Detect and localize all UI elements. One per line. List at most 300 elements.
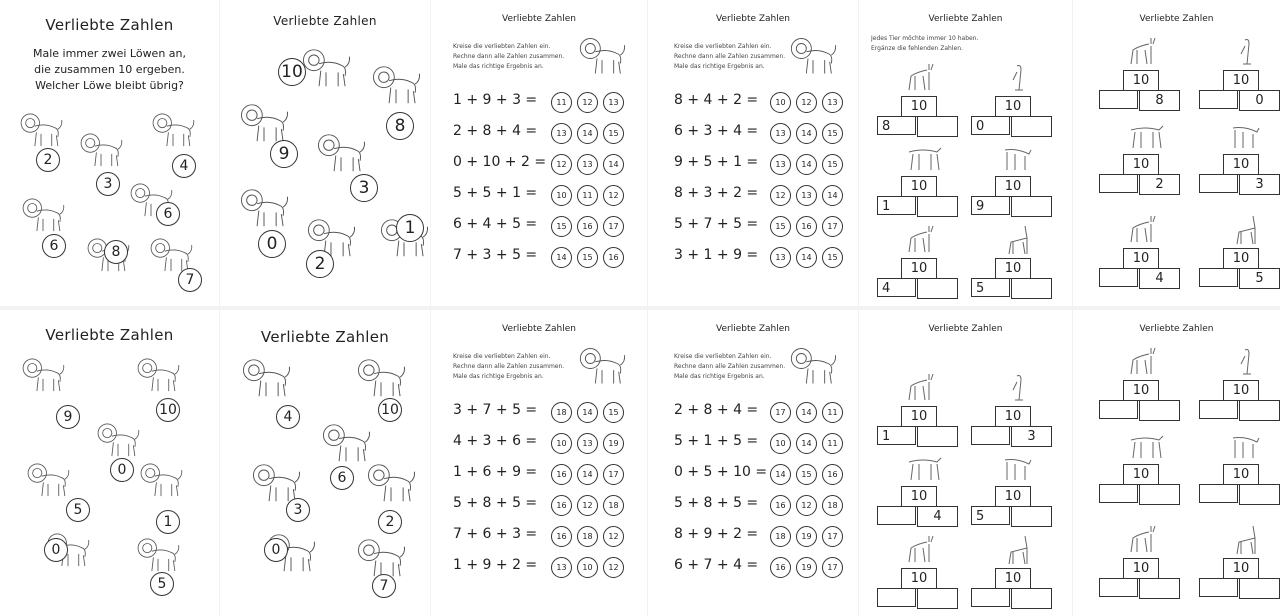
lion-number-badge: 2	[36, 148, 60, 172]
pyramid-right-cell[interactable]	[1239, 578, 1280, 599]
lion-figure	[577, 34, 627, 82]
equation-row	[674, 557, 858, 577]
pyramid-top-cell: 10	[1223, 248, 1259, 269]
answer-option[interactable]: 12	[770, 185, 791, 206]
pyramid-top-cell: 10	[901, 406, 937, 427]
equation-row	[674, 123, 858, 143]
pyramid-right-cell[interactable]: 4	[1139, 268, 1180, 289]
number-pyramid	[877, 486, 957, 530]
equation-row	[453, 557, 647, 577]
animal-figure	[1225, 36, 1269, 72]
answer-option[interactable]: 13	[822, 92, 843, 113]
pyramid-top-cell: 10	[995, 258, 1031, 279]
pyramid-top-cell: 10	[1123, 154, 1159, 175]
answer-option[interactable]: 13	[577, 433, 598, 454]
pyramid-right-cell[interactable]	[1239, 484, 1280, 505]
lion-number-badge: 10	[156, 398, 180, 422]
equation-row	[674, 185, 858, 205]
equation-text: 5 + 1 + 5 =	[674, 433, 759, 449]
pyramid-left-cell[interactable]	[877, 588, 916, 607]
instruction-line: Welcher Löwe bleibt übrig?	[35, 79, 184, 92]
animal-figure	[1225, 120, 1269, 156]
answer-option[interactable]: 14	[796, 247, 817, 268]
pyramid-right-cell[interactable]	[1011, 588, 1052, 609]
answer-option[interactable]: 14	[796, 154, 817, 175]
animal-figure	[1125, 346, 1169, 382]
pyramid-right-cell[interactable]: 5	[1239, 268, 1280, 289]
lion-number-badge: 3	[286, 498, 310, 522]
animal-figure	[997, 224, 1041, 260]
pyramid-left-cell[interactable]	[1099, 484, 1138, 503]
gazelle-icon	[903, 534, 947, 566]
answer-option[interactable]: 15	[822, 123, 843, 144]
pyramid-top-cell: 10	[901, 258, 937, 279]
answer-option[interactable]: 12	[577, 92, 598, 113]
number-pyramid	[877, 176, 957, 220]
equation-text: 6 + 3 + 4 =	[674, 123, 759, 139]
answer-option[interactable]: 17	[822, 526, 843, 547]
lion-icon	[238, 185, 290, 231]
meerkat-icon	[997, 62, 1041, 94]
equation-text: 1 + 9 + 3 =	[453, 92, 538, 108]
answer-option[interactable]: 15	[770, 216, 791, 237]
animal-figure	[903, 534, 947, 570]
lion-icon	[20, 195, 66, 235]
equation-row	[453, 185, 647, 205]
lion-figure	[788, 34, 838, 82]
animal-figure	[997, 372, 1041, 408]
answer-option[interactable]: 11	[822, 433, 843, 454]
equation-text: 6 + 7 + 4 =	[674, 557, 759, 573]
giraffe-icon	[997, 224, 1041, 256]
instruction-line: Kreise die verliebten Zahlen ein.	[674, 353, 772, 360]
equation-row	[674, 402, 858, 422]
lion-figure	[315, 130, 367, 180]
worksheet-page	[431, 0, 647, 306]
pyramid-right-cell[interactable]	[917, 116, 958, 137]
equation-text: 7 + 6 + 3 =	[453, 526, 538, 542]
pyramid-right-cell[interactable]: 4	[917, 506, 958, 527]
pyramid-right-cell[interactable]	[917, 426, 958, 447]
instruction-line: Rechne dann alle Zahlen zusammen.	[674, 363, 786, 370]
answer-option[interactable]: 11	[577, 185, 598, 206]
animal-figure	[903, 372, 947, 408]
number-pyramid	[1199, 558, 1279, 602]
answer-option[interactable]: 14	[603, 154, 624, 175]
page-title: Verliebte Zahlen	[928, 324, 1003, 334]
lion-figure	[18, 110, 64, 154]
pyramid-left-cell[interactable]: 5	[971, 506, 1010, 525]
answer-option[interactable]: 14	[796, 402, 817, 423]
answer-option[interactable]: 10	[577, 557, 598, 578]
answer-option[interactable]: 14	[577, 123, 598, 144]
answer-option[interactable]: 14	[822, 185, 843, 206]
pyramid-right-cell[interactable]	[917, 278, 958, 299]
answer-option[interactable]: 18	[603, 495, 624, 516]
giraffe-icon	[997, 534, 1041, 566]
lion-icon	[788, 344, 838, 388]
pyramid-left-cell[interactable]	[1199, 484, 1238, 503]
answer-option[interactable]: 18	[770, 526, 791, 547]
answer-option[interactable]: 16	[822, 464, 843, 485]
lion-figure	[78, 130, 124, 174]
pyramid-top-cell: 10	[1223, 558, 1259, 579]
page-title: Verliebte Zahlen	[502, 14, 576, 24]
lion-icon	[577, 344, 627, 388]
lion-figure	[300, 45, 352, 95]
pyramid-right-cell[interactable]: 2	[1139, 174, 1180, 195]
answer-option[interactable]: 16	[551, 464, 572, 485]
answer-option[interactable]: 17	[770, 402, 791, 423]
answer-option[interactable]: 13	[577, 154, 598, 175]
pyramid-left-cell[interactable]: 0	[971, 116, 1010, 135]
instruction-line: Kreise die verliebten Zahlen ein.	[453, 43, 551, 50]
equation-text: 8 + 9 + 2 =	[674, 526, 759, 542]
pyramid-left-cell[interactable]	[1199, 90, 1238, 109]
equation-row	[453, 433, 647, 453]
answer-option[interactable]: 16	[770, 557, 791, 578]
answer-option[interactable]: 15	[551, 216, 572, 237]
lion-number-badge: 5	[150, 572, 174, 596]
cheetah-icon	[903, 452, 947, 484]
lion-number-badge: 6	[156, 202, 180, 226]
answer-option[interactable]: 15	[822, 247, 843, 268]
lion-number-badge: 2	[378, 510, 402, 534]
pyramid-right-cell[interactable]	[917, 588, 958, 609]
hyena-icon	[997, 452, 1041, 484]
instruction-line: Male das richtige Ergebnis an.	[674, 373, 765, 380]
answer-option[interactable]: 12	[796, 92, 817, 113]
pyramid-top-cell: 10	[995, 176, 1031, 197]
equation-row	[453, 123, 647, 143]
answer-option[interactable]: 16	[551, 526, 572, 547]
answer-option[interactable]: 19	[796, 557, 817, 578]
gazelle-icon	[1125, 346, 1169, 378]
answer-option[interactable]: 14	[577, 402, 598, 423]
lion-icon	[788, 34, 838, 78]
pyramid-top-cell: 10	[995, 96, 1031, 117]
answer-option[interactable]: 15	[603, 402, 624, 423]
answer-option[interactable]: 12	[603, 557, 624, 578]
lion-number-badge: 9	[56, 405, 80, 429]
pyramid-top-cell: 10	[1123, 248, 1159, 269]
answer-option[interactable]: 17	[822, 557, 843, 578]
number-pyramid	[1099, 70, 1179, 114]
answer-option[interactable]: 10	[770, 92, 791, 113]
pyramid-left-cell[interactable]: 4	[877, 278, 916, 297]
animal-figure	[997, 142, 1041, 178]
lion-number-badge: 7	[178, 268, 202, 292]
pyramid-right-cell[interactable]	[1011, 196, 1052, 217]
answer-option[interactable]: 16	[551, 495, 572, 516]
answer-option[interactable]: 15	[822, 154, 843, 175]
pyramid-right-cell[interactable]	[917, 196, 958, 217]
pyramid-left-cell[interactable]: 8	[877, 116, 916, 135]
number-pyramid	[877, 96, 957, 140]
pyramid-left-cell[interactable]: 9	[971, 196, 1010, 215]
lion-icon	[78, 130, 124, 170]
answer-option[interactable]: 13	[770, 123, 791, 144]
animal-figure	[997, 62, 1041, 98]
lion-figure	[138, 460, 184, 504]
equation-row	[453, 464, 647, 484]
answer-option[interactable]: 14	[796, 433, 817, 454]
lion-figure	[20, 355, 66, 399]
lion-number-badge: 6	[42, 234, 66, 258]
equation-text: 0 + 5 + 10 =	[674, 464, 768, 480]
instruction-line: Rechne dann alle Zahlen zusammen.	[453, 363, 565, 370]
number-pyramid	[971, 406, 1051, 450]
lion-number-badge: 8	[386, 112, 414, 140]
pyramid-top-cell: 10	[995, 568, 1031, 589]
equation-row	[674, 433, 858, 453]
answer-option[interactable]: 19	[796, 526, 817, 547]
answer-option[interactable]: 12	[551, 154, 572, 175]
instruction-line: Rechne dann alle Zahlen zusammen.	[674, 53, 786, 60]
animal-figure	[1125, 120, 1169, 156]
pyramid-left-cell[interactable]	[1099, 174, 1138, 193]
pyramid-right-cell[interactable]: 0	[1239, 90, 1280, 111]
instruction-line: Male das richtige Ergebnis an.	[453, 63, 544, 70]
cheetah-icon	[903, 142, 947, 174]
pyramid-left-cell[interactable]	[1099, 400, 1138, 419]
instruction-line: Male immer zwei Löwen an,	[32, 47, 187, 60]
answer-option[interactable]: 17	[822, 216, 843, 237]
page-title: Verliebte Zahlen	[273, 14, 377, 28]
lion-figure	[577, 344, 627, 392]
answer-option[interactable]: 11	[551, 92, 572, 113]
pyramid-top-cell: 10	[901, 176, 937, 197]
pyramid-right-cell[interactable]	[1011, 116, 1052, 137]
page-title: Verliebte Zahlen	[716, 324, 790, 334]
pyramid-left-cell[interactable]	[1099, 578, 1138, 597]
lion-icon	[20, 355, 66, 395]
lion-icon	[300, 45, 352, 91]
number-pyramid	[971, 258, 1051, 302]
answer-option[interactable]: 15	[796, 464, 817, 485]
lion-number-badge: 10	[278, 58, 306, 86]
animal-figure	[1225, 430, 1269, 466]
worksheet-page	[220, 310, 430, 616]
pyramid-right-cell[interactable]	[1139, 484, 1180, 505]
pyramid-right-cell[interactable]	[1239, 400, 1280, 421]
animal-figure	[1225, 346, 1269, 382]
number-pyramid	[1199, 464, 1279, 508]
animal-figure	[903, 452, 947, 488]
lion-icon	[315, 130, 367, 176]
worksheet-page	[1073, 310, 1280, 616]
answer-option[interactable]: 11	[822, 402, 843, 423]
pyramid-top-cell: 10	[901, 96, 937, 117]
pyramid-right-cell[interactable]: 8	[1139, 90, 1180, 111]
worksheet-page	[648, 310, 858, 616]
animal-figure	[1125, 524, 1169, 560]
worksheet-page	[859, 0, 1072, 306]
answer-option[interactable]: 18	[551, 402, 572, 423]
equation-text: 0 + 10 + 2 =	[453, 154, 547, 170]
pyramid-left-cell[interactable]	[1199, 400, 1238, 419]
number-pyramid	[971, 96, 1051, 140]
lion-number-badge: 0	[258, 230, 286, 258]
answer-option[interactable]: 12	[603, 185, 624, 206]
page-title: Verliebte Zahlen	[260, 328, 390, 346]
worksheet-page	[1073, 0, 1280, 306]
answer-option[interactable]: 12	[603, 526, 624, 547]
answer-option[interactable]: 18	[577, 526, 598, 547]
page-title: Verliebte Zahlen	[45, 16, 174, 34]
pyramid-right-cell[interactable]	[1011, 506, 1052, 527]
number-pyramid	[877, 258, 957, 302]
number-pyramid	[877, 568, 957, 612]
answer-option[interactable]: 16	[770, 495, 791, 516]
lion-figure	[20, 195, 66, 239]
lion-number-badge: 6	[330, 466, 354, 490]
equation-text: 6 + 4 + 5 =	[453, 216, 538, 232]
pyramid-top-cell: 10	[995, 486, 1031, 507]
pyramid-left-cell[interactable]: 5	[971, 278, 1010, 297]
worksheet-page	[648, 0, 858, 306]
lion-figure	[355, 355, 407, 405]
animal-figure	[1225, 214, 1269, 250]
number-pyramid	[1199, 70, 1279, 114]
answer-option[interactable]: 10	[551, 185, 572, 206]
instruction-line: Jedes Tier möchte immer 10 haben.	[871, 35, 979, 42]
pyramid-top-cell: 10	[1123, 380, 1159, 401]
number-pyramid	[971, 486, 1051, 530]
answer-option[interactable]: 16	[577, 216, 598, 237]
answer-option[interactable]: 17	[603, 216, 624, 237]
equation-row	[674, 154, 858, 174]
equation-text: 8 + 4 + 2 =	[674, 92, 759, 108]
number-pyramid	[1199, 154, 1279, 198]
lion-number-badge: 0	[44, 538, 68, 562]
page-title: Verliebte Zahlen	[1139, 14, 1214, 24]
page-title: Verliebte Zahlen	[502, 324, 576, 334]
answer-option[interactable]: 13	[551, 557, 572, 578]
number-pyramid	[1099, 380, 1179, 424]
equation-row	[453, 92, 647, 112]
instruction-line: Male das richtige Ergebnis an.	[674, 63, 765, 70]
pyramid-left-cell[interactable]	[1099, 90, 1138, 109]
lion-number-badge: 2	[306, 250, 334, 278]
page-title: Verliebte Zahlen	[1139, 324, 1214, 334]
animal-figure	[1225, 524, 1269, 560]
instruction-line: Rechne dann alle Zahlen zusammen.	[453, 53, 565, 60]
answer-option[interactable]: 15	[577, 247, 598, 268]
equation-text: 7 + 3 + 5 =	[453, 247, 538, 263]
answer-option[interactable]: 10	[770, 433, 791, 454]
answer-option[interactable]: 14	[577, 464, 598, 485]
answer-option[interactable]: 13	[603, 92, 624, 113]
pyramid-right-cell[interactable]: 3	[1239, 174, 1280, 195]
lion-icon	[25, 460, 71, 500]
pyramid-left-cell[interactable]	[971, 426, 1010, 445]
lion-number-badge: 8	[104, 240, 128, 264]
equation-text: 1 + 6 + 9 =	[453, 464, 538, 480]
worksheet-page	[0, 0, 219, 306]
lion-number-badge: 0	[264, 538, 288, 562]
pyramid-top-cell: 10	[1123, 464, 1159, 485]
lion-icon	[577, 34, 627, 78]
equation-row	[453, 526, 647, 546]
answer-option[interactable]: 12	[577, 495, 598, 516]
lion-figure	[788, 344, 838, 392]
pyramid-right-cell[interactable]	[1139, 578, 1180, 599]
equation-row	[674, 247, 858, 267]
lion-icon	[240, 355, 292, 401]
answer-option[interactable]: 12	[796, 495, 817, 516]
lion-figure	[25, 460, 71, 504]
answer-option[interactable]: 16	[796, 216, 817, 237]
pyramid-left-cell[interactable]	[1199, 174, 1238, 193]
equation-text: 5 + 8 + 5 =	[674, 495, 759, 511]
pyramid-left-cell[interactable]	[877, 506, 916, 525]
animal-figure	[1125, 430, 1169, 466]
worksheet-page	[431, 310, 647, 616]
lion-number-badge: 9	[270, 140, 298, 168]
lion-icon	[370, 62, 422, 108]
pyramid-left-cell[interactable]	[1199, 268, 1238, 287]
answer-option[interactable]: 14	[551, 247, 572, 268]
animal-figure	[1125, 214, 1169, 250]
answer-option[interactable]: 13	[770, 247, 791, 268]
cheetah-icon	[1125, 430, 1169, 462]
hyena-icon	[1225, 120, 1269, 152]
gazelle-icon	[1125, 36, 1169, 68]
answer-option[interactable]: 17	[603, 464, 624, 485]
page-title: Verliebte Zahlen	[928, 14, 1003, 24]
lion-icon	[355, 355, 407, 401]
pyramid-right-cell[interactable]	[1011, 278, 1052, 299]
equation-text: 9 + 5 + 1 =	[674, 154, 759, 170]
answer-option[interactable]: 18	[822, 495, 843, 516]
answer-option[interactable]: 14	[770, 464, 791, 485]
answer-option[interactable]: 13	[551, 123, 572, 144]
lion-number-badge: 1	[396, 214, 424, 242]
pyramid-left-cell[interactable]: 1	[877, 196, 916, 215]
pyramid-left-cell[interactable]	[971, 588, 1010, 607]
equation-text: 4 + 3 + 6 =	[453, 433, 538, 449]
lion-number-badge: 3	[96, 172, 120, 196]
equation-text: 1 + 9 + 2 =	[453, 557, 538, 573]
lion-number-badge: 10	[378, 398, 402, 422]
pyramid-right-cell[interactable]	[1139, 400, 1180, 421]
animal-figure	[1125, 36, 1169, 72]
answer-option[interactable]: 13	[770, 154, 791, 175]
answer-option[interactable]: 13	[796, 185, 817, 206]
instruction-line: Kreise die verliebten Zahlen ein.	[674, 43, 772, 50]
equation-row	[674, 92, 858, 112]
pyramid-left-cell[interactable]	[1199, 578, 1238, 597]
equation-row	[674, 495, 858, 515]
lion-figure	[150, 110, 196, 154]
animal-figure	[903, 62, 947, 98]
answer-option[interactable]: 10	[551, 433, 572, 454]
equation-text: 5 + 8 + 5 =	[453, 495, 538, 511]
answer-option[interactable]: 16	[603, 247, 624, 268]
lion-figure	[240, 355, 292, 405]
number-pyramid	[971, 568, 1051, 612]
answer-option[interactable]: 19	[603, 433, 624, 454]
answer-option[interactable]: 15	[603, 123, 624, 144]
pyramid-left-cell[interactable]: 1	[877, 426, 916, 445]
answer-option[interactable]: 14	[796, 123, 817, 144]
gazelle-icon	[1125, 524, 1169, 556]
pyramid-right-cell[interactable]: 3	[1011, 426, 1052, 447]
pyramid-left-cell[interactable]	[1099, 268, 1138, 287]
lion-figure	[238, 185, 290, 235]
equation-text: 5 + 7 + 5 =	[674, 216, 759, 232]
